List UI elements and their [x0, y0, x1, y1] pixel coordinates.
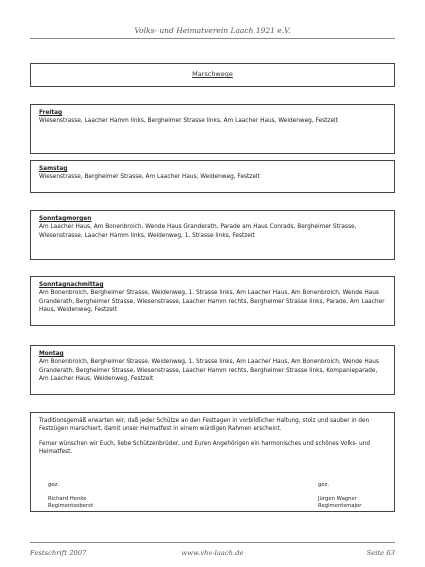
signature-gez: gez.	[318, 482, 330, 488]
section-text: Am Bonenbroich, Bergheimer Strasse, Weidenweg, 1. Strasse links, Am Laacher Haus, Am Bonenbroich, Wende Haus Granderath, Bergheimer Strasse, Wiesenstrasse, Laacher Hamm rechts, Bergheimer Strasse links, Kompanieparade, Am Laacher Haus, Weidenweg, Festzelt	[39, 359, 379, 383]
page-header: Volks- und Heimatverein Laach 1921 e.V.	[134, 26, 291, 35]
section-samstag	[30, 160, 395, 193]
section-text: Am Laacher Haus, Am Bonenbroich, Wende Haus Granderath, Parade am Haus Conrads, Bergheimer Strasse, Wiesenstrasse, Laacher Hamm links, Weidenweg, 1. Strasse links, Festzelt	[39, 224, 357, 239]
footer-website: www.vhv-laach.de	[181, 549, 244, 557]
footer-page-number: Seite 63	[366, 549, 395, 557]
signature-right	[318, 482, 361, 511]
section-sonntagnachmittag	[30, 276, 395, 326]
section-montag	[30, 345, 395, 395]
signature-gez: gez.	[48, 482, 60, 488]
section-heading: Sonntagnachmittag	[39, 282, 104, 288]
footer-divider	[30, 542, 395, 543]
section-heading: Montag	[39, 351, 64, 357]
closing-paragraph-2: Ferner wünschen wir Euch, liebe Schützenbrüder, und Euren Angehörigen ein harmonisches und schönes Volks- und Heimatfest.	[39, 440, 370, 456]
signature-name: Jürgen Wagner	[318, 495, 357, 502]
footer-left: Festschrift 2007	[30, 549, 87, 557]
section-heading: Freitag	[39, 110, 63, 116]
title-box	[30, 63, 395, 87]
header-divider	[30, 38, 395, 39]
section-text: Am Bonenbroich, Bergheimer Strasse, Weidenweg, 1. Strasse links, Am Laacher Haus, Am Bonenbroich, Wende Haus Granderath, Bergheimer Strasse, Wiesenstrasse, Laacher Hamm rechts, Bergheimer Strasse links, Parade, Am Laacher Haus, Weidenweg, Festzelt	[39, 290, 385, 314]
section-freitag	[30, 104, 395, 154]
section-sonntagmorgen	[30, 210, 395, 260]
signature-left	[48, 482, 93, 511]
page-title: Marschwege	[192, 70, 233, 78]
signature-role: Regimentsmajor	[318, 503, 362, 509]
signature-name: Richard Henke	[48, 495, 87, 502]
signature-role: Regimentsoberst	[48, 503, 94, 509]
section-heading: Samstag	[39, 166, 68, 172]
closing-paragraph-1: Traditionsgemäß erwarten wir, daß jeder Schütze an den Festtagen in vorbildlicher Haltung, stolz und sauber in den Festzügen marschiert, damit unser Heimatfest in einem würdigen Rahmen erscheint.	[39, 418, 370, 433]
section-text: Wiesenstrasse, Bergheimer Strasse, Am Laacher Haus, Weidenweg, Festzelt	[39, 174, 260, 181]
section-heading: Sonntagmorgen	[39, 216, 92, 222]
section-text: Wiesenstrasse, Laacher Hamm links, Bergheimer Strasse links, Am Laacher Haus, Weidenweg, Festzelt	[39, 118, 338, 125]
